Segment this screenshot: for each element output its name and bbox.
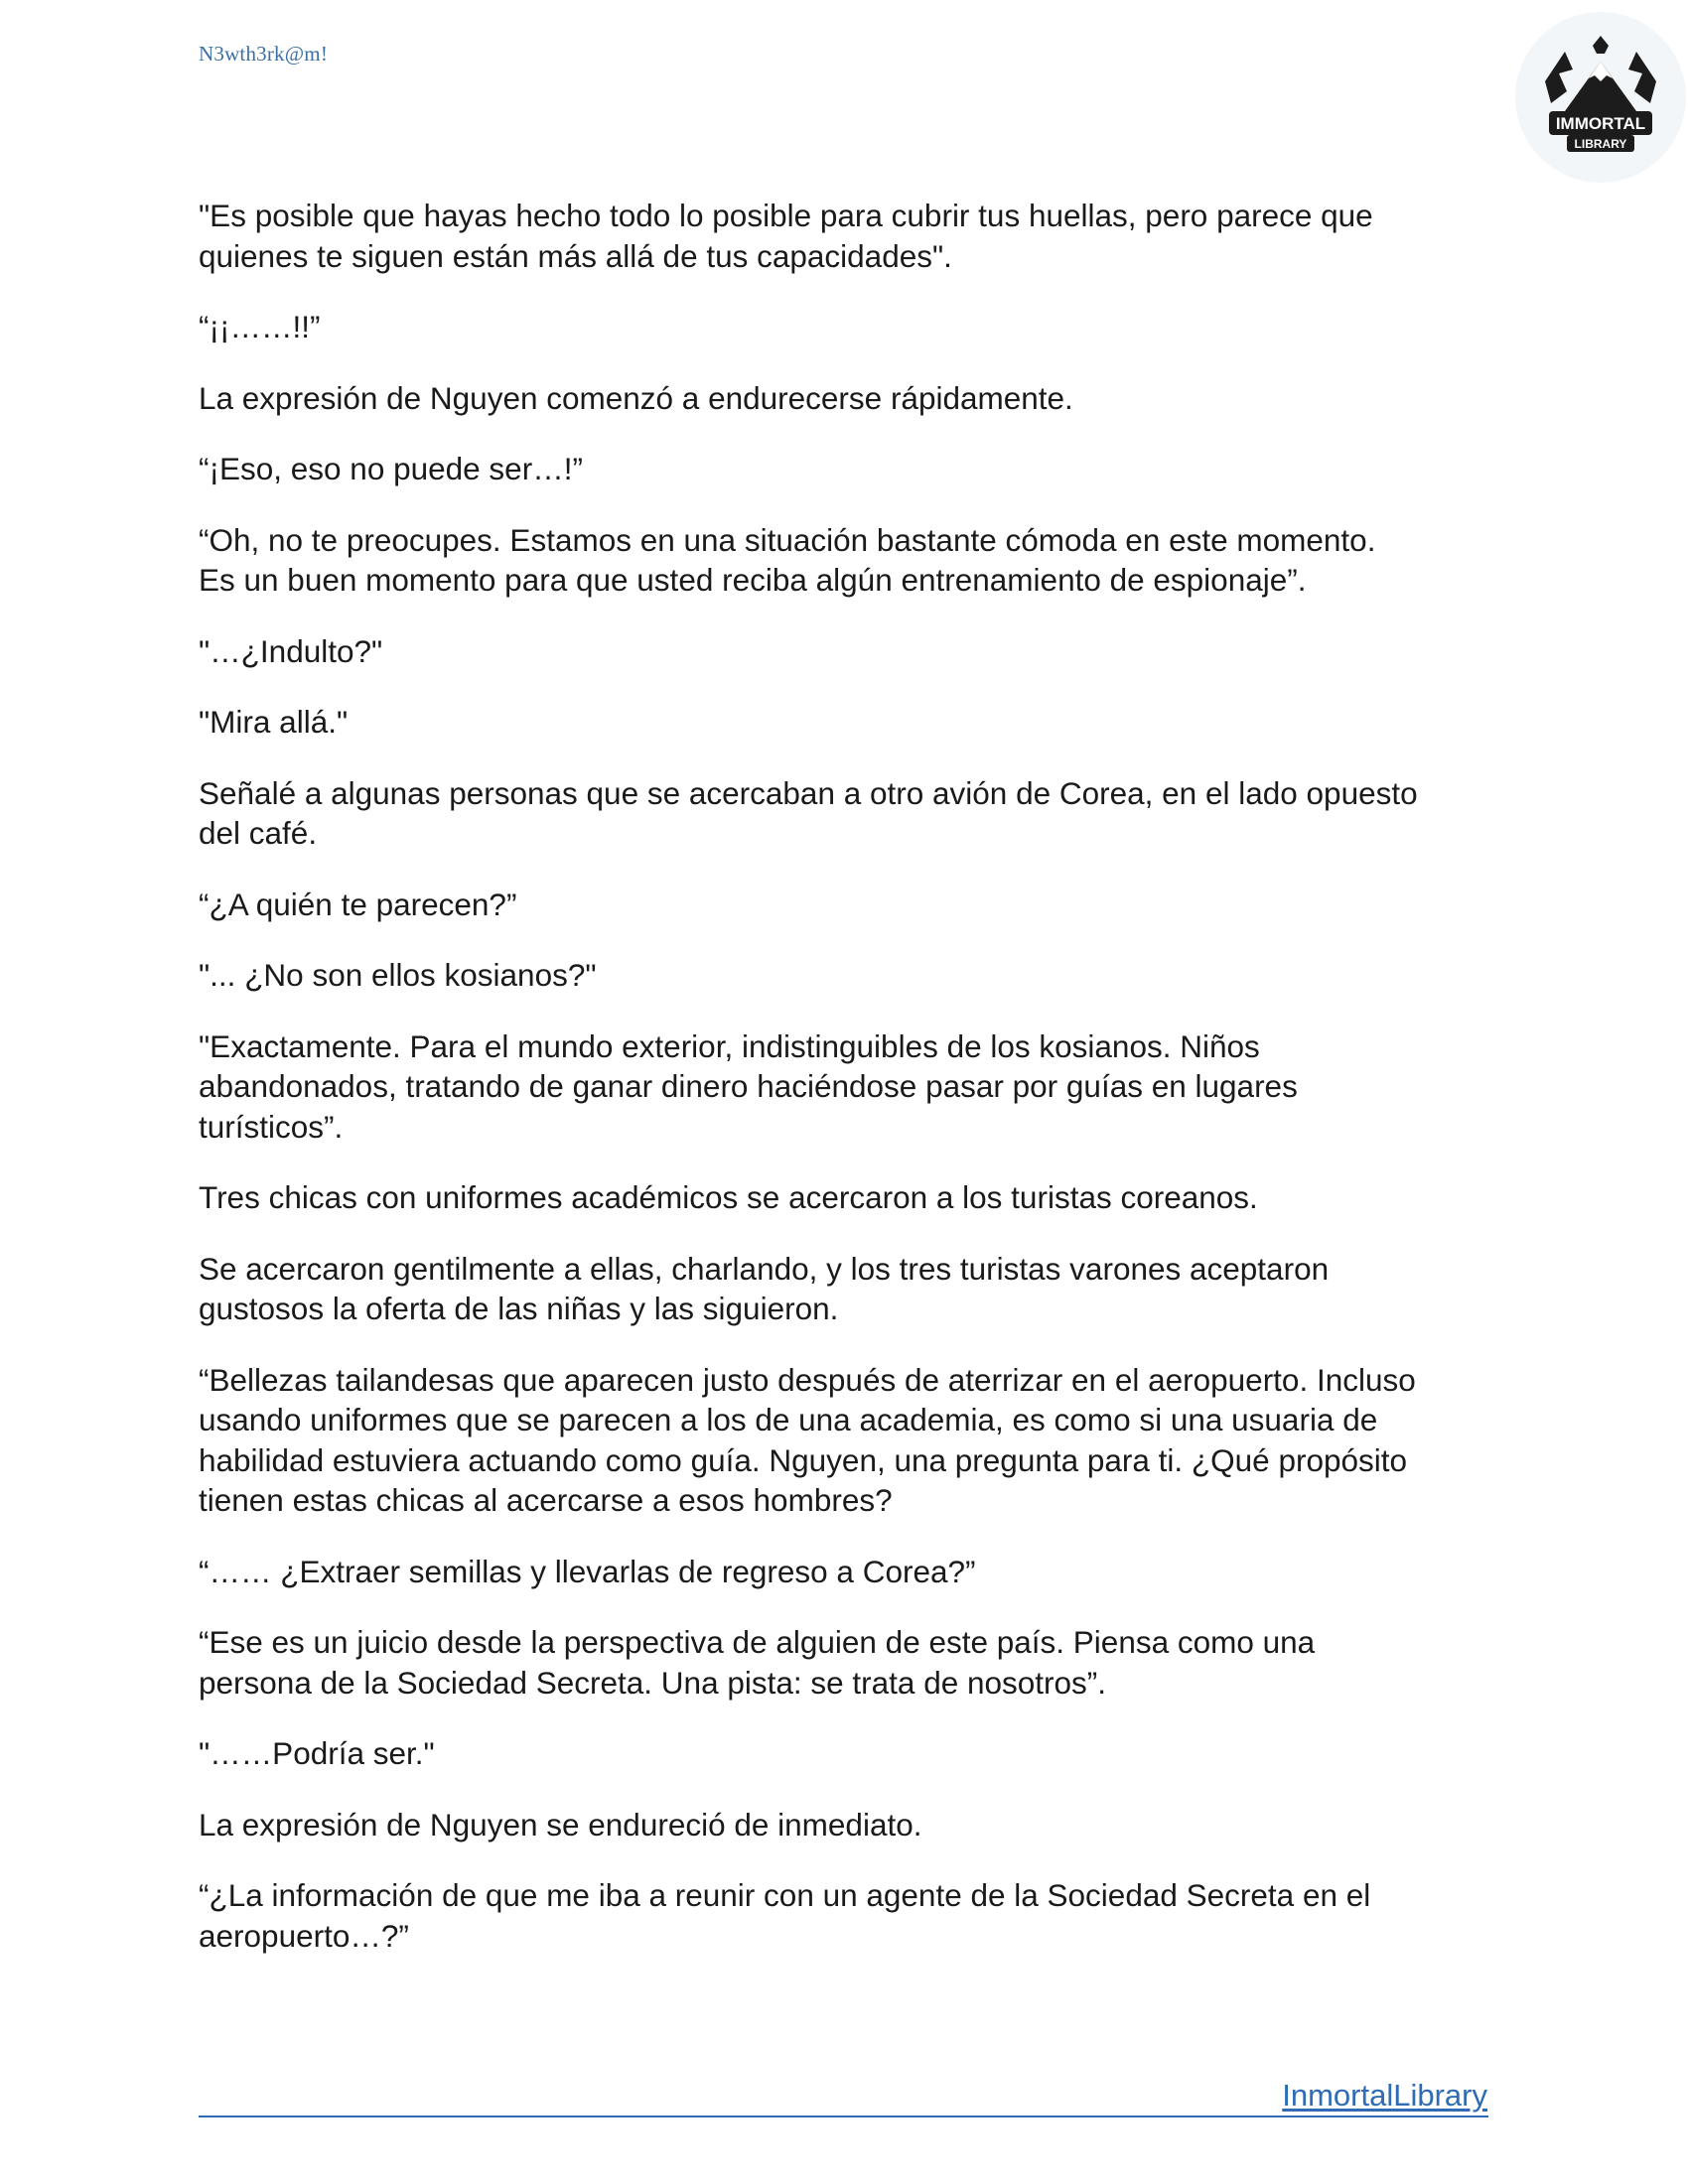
logo-text-library: LIBRARY xyxy=(1574,137,1627,151)
paragraph: “…… ¿Extraer semillas y llevarlas de regreso a Corea?” xyxy=(199,1553,976,1589)
chapter-text xyxy=(199,196,1499,1986)
paragraph: Señalé a algunas personas que se acercaban a otro avión de Corea, en el lado opuesto del café. xyxy=(199,774,1418,851)
header-tag: N3wth3rk@m! xyxy=(199,42,329,66)
paragraph: Se acercaron gentilmente a ellas, charlando, y los tres turistas varones aceptaron gustosos la oferta de las niñas y las siguieron. xyxy=(199,1250,1330,1326)
footer-divider xyxy=(199,2116,1488,2117)
immortal-library-logo xyxy=(1515,12,1686,183)
paragraph: “Oh, no te preocupes. Estamos en una situación bastante cómoda en este momento. Es un buen momento para que usted reciba algún entrenamiento de espionaje”. xyxy=(199,521,1376,598)
dragon-right-icon xyxy=(1628,52,1656,103)
paragraph: "Mira allá." xyxy=(199,704,349,740)
paragraph: “¿A quién te parecen?” xyxy=(199,886,517,922)
paragraph: "……Podría ser." xyxy=(199,1735,435,1771)
paragraph: "Exactamente. Para el mundo exterior, indistinguibles de los kosianos. Niños abandonados, tratando de ganar dinero haciéndose pasar por guías en lugares turísticos”. xyxy=(199,1027,1298,1145)
footer-library-link[interactable]: InmortalLibrary xyxy=(1282,2078,1487,2113)
paragraph: La expresión de Nguyen se endureció de inmediato. xyxy=(199,1806,922,1843)
paragraph: "... ¿No son ellos kosianos?" xyxy=(199,957,597,993)
paragraph: “Ese es un juicio desde la perspectiva de alguien de este país. Piensa como una persona de la Sociedad Secreta. Una pista: se trata de nosotros”. xyxy=(199,1624,1316,1701)
dragon-left-icon xyxy=(1545,52,1573,103)
paragraph: "Es posible que hayas hecho todo lo posible para cubrir tus huellas, pero parece que quienes te siguen están más allá de tus capacidades". xyxy=(199,198,1373,274)
paragraph: “¡Eso, eso no puede ser…!” xyxy=(199,451,583,486)
paragraph: “¡¡……!!” xyxy=(199,309,321,344)
paragraph: “Bellezas tailandesas que aparecen justo después de aterrizar en el aeropuerto. Incluso usando uniformes que se parecen a los de una academia, es como si una usuaria de habilidad estuviera actuando como guía. Nguyen, una pregunta para ti. ¿Qué propósito tienen estas chicas al acercarse a esos hombres? xyxy=(199,1361,1416,1518)
paragraph: Tres chicas con uniformes académicos se acercaron a los turistas coreanos. xyxy=(199,1179,1258,1215)
logo-text-immortal: IMMORTAL xyxy=(1555,114,1646,133)
paragraph: La expresión de Nguyen comenzó a endurecerse rápidamente. xyxy=(199,379,1073,416)
paragraph: "…¿Indulto?" xyxy=(199,632,383,669)
paragraph: “¿La información de que me iba a reunir con un agente de la Sociedad Secreta en el aeropuerto…?” xyxy=(199,1877,1371,1954)
